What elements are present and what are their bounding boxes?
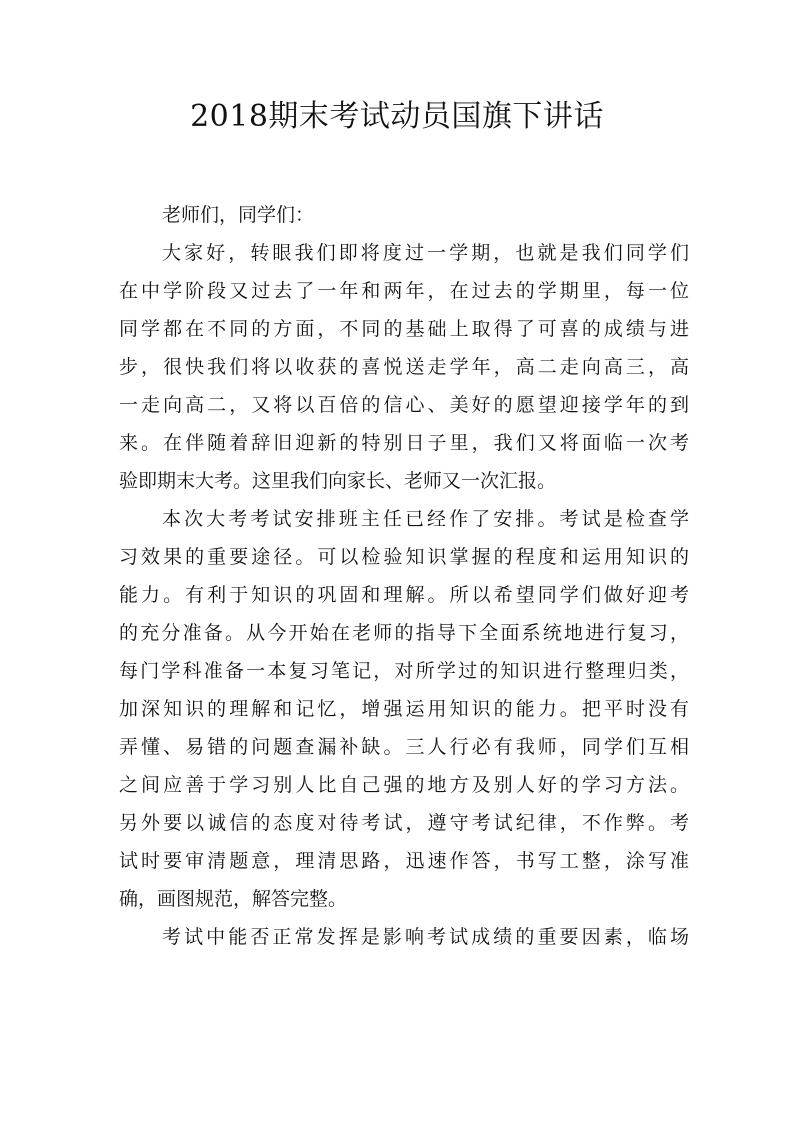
- text-line: 老师们，同学们：: [162, 204, 315, 226]
- text-line: 同学都在不同的方面，不同的基础上取得了可喜的成绩与进: [119, 318, 689, 340]
- paragraph-exam-performance: [119, 918, 689, 956]
- text-line: 每门学科准备一本复习笔记，对所学过的知识进行整理归类，: [119, 660, 689, 682]
- text-line: 确，画图规范，解答完整。: [119, 888, 348, 910]
- text-line: 习效果的重要途径。可以检验知识掌握的程度和运用知识的: [119, 546, 689, 568]
- text-line: 步，很快我们将以收获的喜悦送走学年，高二走向高三，高: [119, 356, 689, 378]
- text-line: 本次大考考试安排班主任已经作了安排。考试是检查学: [162, 508, 689, 530]
- document-title: 2018期末考试动员国旗下讲话: [190, 99, 604, 134]
- text-line: 加深知识的理解和记忆，增强运用知识的能力。把平时没有: [119, 698, 689, 720]
- text-line: 之间应善于学习别人比自己强的地方及别人好的学习方法。: [119, 774, 689, 796]
- text-line: 一走向高二，又将以百倍的信心、美好的愿望迎接学年的到: [119, 394, 689, 416]
- text-line: 考试中能否正常发挥是影响考试成绩的重要因素，临场: [162, 926, 689, 948]
- text-line: 来。在伴随着辞旧迎新的特别日子里，我们又将面临一次考: [119, 432, 689, 454]
- text-line: 在中学阶段又过去了一年和两年，在过去的学期里，每一位: [119, 280, 689, 302]
- text-line: 的充分准备。从今开始在老师的指导下全面系统地进行复习，: [119, 622, 689, 644]
- text-line: 验即期末大考。这里我们向家长、老师又一次汇报。: [119, 470, 557, 492]
- text-line: 另外要以诚信的态度对待考试，遵守考试纪律，不作弊。考: [119, 812, 689, 834]
- text-line: 弄懂、易错的问题查漏补缺。三人行必有我师，同学们互相: [119, 736, 689, 758]
- document-body: [119, 196, 689, 956]
- text-line: 大家好，转眼我们即将度过一学期，也就是我们同学们: [162, 242, 689, 264]
- paragraph-exam-arrangement: [119, 500, 689, 918]
- text-line: 试时要审清题意，理清思路，迅速作答，书写工整，涂写准: [119, 850, 689, 872]
- text-line: 能力。有利于知识的巩固和理解。所以希望同学们做好迎考: [119, 584, 689, 606]
- paragraph-greeting: [119, 196, 689, 234]
- paragraph-opening: [119, 234, 689, 500]
